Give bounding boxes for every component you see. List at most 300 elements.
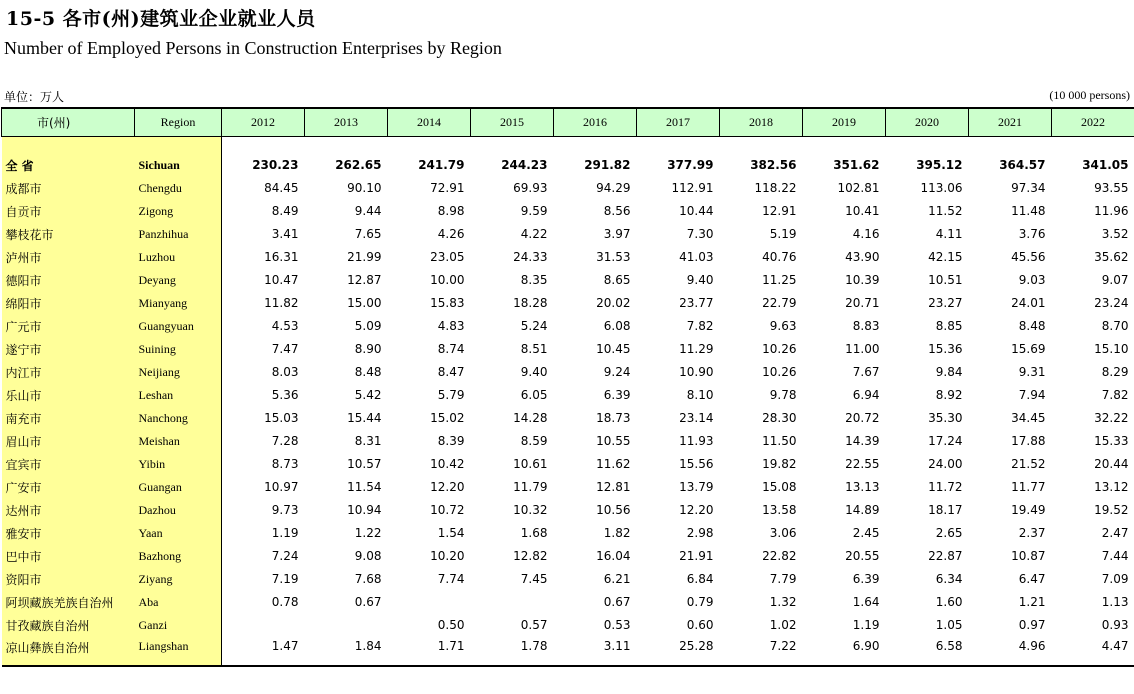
value-cell: 1.21 <box>1018 595 1046 609</box>
value-cell: 41.03 <box>679 250 714 264</box>
column-header-year: 2022 <box>1052 108 1134 136</box>
value-cell: 8.59 <box>520 434 548 448</box>
value-cell: 1.84 <box>305 637 388 666</box>
value-cell: 10.56 <box>596 503 631 517</box>
region-name-zh: 德阳市 <box>2 269 135 292</box>
value-cell: 0.57 <box>520 618 548 632</box>
value-cell: 5.09 <box>354 319 382 333</box>
column-header-year: 2013 <box>305 108 388 136</box>
value-cell: 15.33 <box>1094 434 1129 448</box>
value-cell: 4.11 <box>935 227 963 241</box>
table-row <box>2 499 1134 522</box>
value-cell: 8.03 <box>271 365 299 379</box>
table-row <box>2 338 1134 361</box>
value-cell <box>388 591 471 614</box>
value-cell: 8.98 <box>437 204 465 218</box>
value-cell: 13.12 <box>1094 480 1129 494</box>
region-name-en: Luzhou <box>135 246 222 269</box>
value-cell: 351.62 <box>833 158 880 172</box>
value-cell: 7.82 <box>1101 388 1129 402</box>
table-row <box>2 269 1134 292</box>
region-name-zh: 自贡市 <box>2 200 135 223</box>
value-cell: 10.57 <box>347 457 382 471</box>
value-cell: 11.52 <box>928 204 963 218</box>
value-cell: 90.10 <box>347 181 382 195</box>
region-name-zh: 阿坝藏族羌族自治州 <box>2 591 135 614</box>
column-header-year: 2021 <box>969 108 1052 136</box>
value-cell: 1.19 <box>852 618 880 632</box>
value-cell: 15.02 <box>430 411 465 425</box>
value-cell: 10.20 <box>430 549 465 563</box>
value-cell: 1.13 <box>1101 595 1129 609</box>
total-row <box>2 154 1134 177</box>
page-title-zh: 15-5 各市(州)建筑业企业就业人员 <box>6 8 316 30</box>
region-name-en: Aba <box>135 591 222 614</box>
value-cell: 7.82 <box>686 319 714 333</box>
value-cell <box>471 591 554 614</box>
value-cell: 118.22 <box>754 181 797 195</box>
region-name-en: Yaan <box>135 522 222 545</box>
value-cell: 11.96 <box>1094 204 1129 218</box>
unit-label-zh: 单位：万人 <box>4 90 65 104</box>
value-cell: 18.28 <box>513 296 548 310</box>
value-cell: 2.37 <box>1018 526 1046 540</box>
value-cell: 23.24 <box>1094 296 1129 310</box>
value-cell: 0.78 <box>271 595 299 609</box>
value-cell: 14.39 <box>845 434 880 448</box>
value-cell: 2.45 <box>852 526 880 540</box>
value-cell: 7.47 <box>271 342 299 356</box>
value-cell: 97.34 <box>1011 181 1046 195</box>
value-cell: 20.55 <box>845 549 880 563</box>
employment-table <box>1 107 1134 667</box>
column-header-region: Region <box>135 108 222 136</box>
value-cell: 7.74 <box>437 572 465 586</box>
region-name-en: Sichuan <box>135 154 222 177</box>
value-cell: 22.82 <box>762 549 797 563</box>
value-cell: 22.87 <box>928 549 963 563</box>
table-row <box>2 177 1134 200</box>
value-cell: 9.08 <box>354 549 382 563</box>
table-row <box>2 476 1134 499</box>
value-cell: 8.48 <box>1018 319 1046 333</box>
value-cell: 4.96 <box>969 637 1052 666</box>
value-cell: 10.45 <box>596 342 631 356</box>
value-cell: 11.29 <box>679 342 714 356</box>
value-cell: 9.07 <box>1101 273 1129 287</box>
value-cell: 6.58 <box>886 637 969 666</box>
value-cell: 11.50 <box>762 434 797 448</box>
column-header-year: 2012 <box>222 108 305 136</box>
region-name-zh: 攀枝花市 <box>2 223 135 246</box>
value-cell: 5.42 <box>354 388 382 402</box>
table-row <box>2 591 1134 614</box>
region-name-zh: 眉山市 <box>2 430 135 453</box>
value-cell: 20.71 <box>845 296 880 310</box>
value-cell: 102.81 <box>837 181 880 195</box>
value-cell: 9.63 <box>769 319 797 333</box>
value-cell: 12.20 <box>430 480 465 494</box>
value-cell: 21.52 <box>1011 457 1046 471</box>
value-cell: 0.50 <box>437 618 465 632</box>
value-cell: 11.82 <box>264 296 299 310</box>
value-cell: 5.79 <box>437 388 465 402</box>
value-cell: 10.55 <box>596 434 631 448</box>
value-cell: 18.17 <box>928 503 963 517</box>
value-cell: 10.47 <box>264 273 299 287</box>
value-cell: 1.54 <box>437 526 465 540</box>
value-cell: 3.76 <box>1018 227 1046 241</box>
region-name-en: Nanchong <box>135 407 222 430</box>
column-header-year: 2015 <box>471 108 554 136</box>
value-cell: 8.90 <box>354 342 382 356</box>
value-cell: 8.73 <box>271 457 299 471</box>
region-name-zh: 宜宾市 <box>2 453 135 476</box>
table-row <box>2 430 1134 453</box>
value-cell: 4.53 <box>271 319 299 333</box>
value-cell: 9.73 <box>271 503 299 517</box>
value-cell: 1.32 <box>769 595 797 609</box>
table-row <box>2 200 1134 223</box>
value-cell: 9.03 <box>1018 273 1046 287</box>
value-cell: 10.41 <box>845 204 880 218</box>
region-name-zh: 凉山彝族自治州 <box>2 637 135 666</box>
column-header-year: 2020 <box>886 108 969 136</box>
region-name-en: Liangshan <box>135 637 222 666</box>
value-cell: 1.68 <box>520 526 548 540</box>
region-name-zh: 全 省 <box>2 154 135 177</box>
value-cell: 7.19 <box>271 572 299 586</box>
value-cell: 11.54 <box>347 480 382 494</box>
value-cell: 112.91 <box>671 181 714 195</box>
table-header-row <box>2 108 1134 136</box>
value-cell: 382.56 <box>750 158 797 172</box>
value-cell: 24.33 <box>513 250 548 264</box>
value-cell: 6.90 <box>803 637 886 666</box>
region-name-en: Suining <box>135 338 222 361</box>
value-cell: 20.72 <box>845 411 880 425</box>
value-cell: 23.05 <box>430 250 465 264</box>
table-row <box>2 522 1134 545</box>
value-cell: 3.97 <box>603 227 631 241</box>
value-cell: 84.45 <box>264 181 299 195</box>
value-cell: 0.93 <box>1101 618 1129 632</box>
value-cell: 7.09 <box>1101 572 1129 586</box>
table-row <box>2 384 1134 407</box>
table-row <box>2 361 1134 384</box>
value-cell: 7.30 <box>686 227 714 241</box>
table-row <box>2 637 1134 666</box>
value-cell: 7.24 <box>271 549 299 563</box>
value-cell: 291.82 <box>584 158 631 172</box>
table-row <box>2 453 1134 476</box>
region-name-zh: 遂宁市 <box>2 338 135 361</box>
region-name-zh: 巴中市 <box>2 545 135 568</box>
value-cell: 8.47 <box>437 365 465 379</box>
value-cell: 8.74 <box>437 342 465 356</box>
value-cell: 18.73 <box>596 411 631 425</box>
value-cell: 9.24 <box>603 365 631 379</box>
region-name-en: Guangan <box>135 476 222 499</box>
value-cell: 93.55 <box>1094 181 1129 195</box>
region-name-en: Yibin <box>135 453 222 476</box>
value-cell: 0.79 <box>686 595 714 609</box>
region-name-zh: 广元市 <box>2 315 135 338</box>
value-cell: 20.02 <box>596 296 631 310</box>
region-name-zh: 内江市 <box>2 361 135 384</box>
value-cell: 10.51 <box>928 273 963 287</box>
value-cell: 9.40 <box>520 365 548 379</box>
value-cell: 15.36 <box>928 342 963 356</box>
value-cell: 1.78 <box>471 637 554 666</box>
value-cell: 3.11 <box>554 637 637 666</box>
value-cell: 12.91 <box>762 204 797 218</box>
value-cell: 15.10 <box>1094 342 1129 356</box>
value-cell: 0.67 <box>354 595 382 609</box>
value-cell: 23.14 <box>679 411 714 425</box>
region-name-en: Neijiang <box>135 361 222 384</box>
region-name-zh: 甘孜藏族自治州 <box>2 614 135 637</box>
value-cell: 15.83 <box>430 296 465 310</box>
value-cell: 15.03 <box>264 411 299 425</box>
value-cell: 8.65 <box>603 273 631 287</box>
value-cell: 11.93 <box>679 434 714 448</box>
value-cell: 10.72 <box>430 503 465 517</box>
value-cell: 8.39 <box>437 434 465 448</box>
value-cell: 395.12 <box>916 158 963 172</box>
value-cell: 8.51 <box>520 342 548 356</box>
value-cell: 19.49 <box>1011 503 1046 517</box>
table-row <box>2 292 1134 315</box>
value-cell: 0.67 <box>603 595 631 609</box>
value-cell: 11.77 <box>1011 480 1046 494</box>
table-row <box>2 246 1134 269</box>
column-header-year: 2016 <box>554 108 637 136</box>
value-cell: 364.57 <box>999 158 1046 172</box>
value-cell: 3.52 <box>1101 227 1129 241</box>
value-cell: 6.84 <box>686 572 714 586</box>
value-cell: 230.23 <box>252 158 299 172</box>
value-cell <box>222 614 305 637</box>
value-cell: 31.53 <box>596 250 631 264</box>
value-cell: 7.45 <box>520 572 548 586</box>
region-name-en: Bazhong <box>135 545 222 568</box>
value-cell: 4.83 <box>437 319 465 333</box>
region-name-en: Ziyang <box>135 568 222 591</box>
value-cell: 10.32 <box>513 503 548 517</box>
column-header-city: 市(州) <box>2 108 135 136</box>
region-name-zh: 泸州市 <box>2 246 135 269</box>
value-cell: 16.04 <box>596 549 631 563</box>
column-header-year: 2017 <box>637 108 720 136</box>
value-cell: 8.56 <box>603 204 631 218</box>
value-cell: 6.21 <box>603 572 631 586</box>
value-cell: 1.64 <box>852 595 880 609</box>
value-cell: 12.87 <box>347 273 382 287</box>
value-cell: 10.44 <box>679 204 714 218</box>
value-cell: 10.26 <box>762 342 797 356</box>
column-header-year: 2014 <box>388 108 471 136</box>
column-header-year: 2019 <box>803 108 886 136</box>
page-title-en: Number of Employed Persons in Construction Enterprises by Region <box>4 38 502 58</box>
value-cell: 8.70 <box>1101 319 1129 333</box>
value-cell: 7.44 <box>1101 549 1129 563</box>
value-cell <box>305 614 388 637</box>
region-name-zh: 南充市 <box>2 407 135 430</box>
region-name-zh: 广安市 <box>2 476 135 499</box>
value-cell: 8.48 <box>354 365 382 379</box>
value-cell: 10.97 <box>264 480 299 494</box>
value-cell: 14.28 <box>513 411 548 425</box>
value-cell: 8.92 <box>935 388 963 402</box>
value-cell: 94.29 <box>596 181 631 195</box>
value-cell: 69.93 <box>513 181 548 195</box>
value-cell: 0.60 <box>686 618 714 632</box>
value-cell: 12.20 <box>679 503 714 517</box>
value-cell: 11.25 <box>762 273 797 287</box>
value-cell: 6.08 <box>603 319 631 333</box>
value-cell: 15.08 <box>762 480 797 494</box>
region-name-en: Chengdu <box>135 177 222 200</box>
region-name-zh: 成都市 <box>2 177 135 200</box>
value-cell: 3.06 <box>769 526 797 540</box>
value-cell: 6.34 <box>935 572 963 586</box>
region-name-en: Dazhou <box>135 499 222 522</box>
value-cell: 5.36 <box>271 388 299 402</box>
value-cell: 15.69 <box>1011 342 1046 356</box>
value-cell: 244.23 <box>501 158 548 172</box>
table-row <box>2 614 1134 637</box>
value-cell: 6.39 <box>852 572 880 586</box>
value-cell: 241.79 <box>418 158 465 172</box>
value-cell: 8.31 <box>354 434 382 448</box>
value-cell: 9.59 <box>520 204 548 218</box>
value-cell: 2.65 <box>935 526 963 540</box>
table-row <box>2 568 1134 591</box>
value-cell: 28.30 <box>762 411 797 425</box>
value-cell: 1.05 <box>935 618 963 632</box>
value-cell: 13.79 <box>679 480 714 494</box>
value-cell: 0.53 <box>603 618 631 632</box>
value-cell: 1.47 <box>222 637 305 666</box>
column-header-year: 2018 <box>720 108 803 136</box>
value-cell: 35.62 <box>1094 250 1129 264</box>
value-cell: 17.24 <box>928 434 963 448</box>
value-cell: 7.67 <box>852 365 880 379</box>
value-cell: 16.31 <box>264 250 299 264</box>
value-cell: 3.41 <box>271 227 299 241</box>
value-cell: 4.16 <box>852 227 880 241</box>
value-cell: 11.48 <box>1011 204 1046 218</box>
region-name-zh: 绵阳市 <box>2 292 135 315</box>
value-cell: 22.79 <box>762 296 797 310</box>
value-cell: 34.45 <box>1011 411 1046 425</box>
value-cell: 10.90 <box>679 365 714 379</box>
value-cell: 21.91 <box>679 549 714 563</box>
table-row <box>2 223 1134 246</box>
value-cell: 23.77 <box>679 296 714 310</box>
region-name-zh: 资阳市 <box>2 568 135 591</box>
region-name-en: Ganzi <box>135 614 222 637</box>
value-cell: 9.84 <box>935 365 963 379</box>
value-cell: 1.02 <box>769 618 797 632</box>
value-cell: 9.31 <box>1018 365 1046 379</box>
value-cell: 11.00 <box>845 342 880 356</box>
value-cell: 7.22 <box>720 637 803 666</box>
table-body <box>2 136 1134 666</box>
value-cell: 262.65 <box>335 158 382 172</box>
value-cell: 7.65 <box>354 227 382 241</box>
value-cell: 0.97 <box>1018 618 1046 632</box>
value-cell: 10.26 <box>762 365 797 379</box>
region-name-zh: 雅安市 <box>2 522 135 545</box>
table-row <box>2 315 1134 338</box>
value-cell: 12.82 <box>513 549 548 563</box>
value-cell: 1.82 <box>603 526 631 540</box>
region-name-en: Meishan <box>135 430 222 453</box>
value-cell: 1.60 <box>935 595 963 609</box>
value-cell: 21.99 <box>347 250 382 264</box>
value-cell: 17.88 <box>1011 434 1046 448</box>
value-cell: 7.28 <box>271 434 299 448</box>
region-name-en: Panzhihua <box>135 223 222 246</box>
value-cell: 11.72 <box>928 480 963 494</box>
table-row <box>2 545 1134 568</box>
value-cell: 35.30 <box>928 411 963 425</box>
value-cell: 11.79 <box>513 480 548 494</box>
value-cell: 15.44 <box>347 411 382 425</box>
value-cell: 8.10 <box>686 388 714 402</box>
value-cell: 4.47 <box>1052 637 1134 666</box>
region-name-zh: 乐山市 <box>2 384 135 407</box>
value-cell: 19.82 <box>762 457 797 471</box>
value-cell: 1.22 <box>354 526 382 540</box>
value-cell: 8.49 <box>271 204 299 218</box>
value-cell: 43.90 <box>845 250 880 264</box>
value-cell: 10.87 <box>1011 549 1046 563</box>
region-name-en: Deyang <box>135 269 222 292</box>
value-cell: 11.62 <box>596 457 631 471</box>
value-cell: 5.24 <box>520 319 548 333</box>
value-cell: 341.05 <box>1082 158 1129 172</box>
value-cell: 7.94 <box>1018 388 1046 402</box>
value-cell: 24.01 <box>1011 296 1046 310</box>
value-cell: 10.39 <box>845 273 880 287</box>
value-cell: 113.06 <box>920 181 963 195</box>
value-cell: 10.00 <box>430 273 465 287</box>
value-cell: 72.91 <box>430 181 465 195</box>
value-cell: 32.22 <box>1094 411 1129 425</box>
value-cell: 15.00 <box>347 296 382 310</box>
value-cell: 5.19 <box>769 227 797 241</box>
value-cell: 6.39 <box>603 388 631 402</box>
value-cell: 377.99 <box>667 158 714 172</box>
value-cell: 23.27 <box>928 296 963 310</box>
value-cell: 15.56 <box>679 457 714 471</box>
value-cell: 19.52 <box>1094 503 1129 517</box>
value-cell: 7.68 <box>354 572 382 586</box>
value-cell: 8.35 <box>520 273 548 287</box>
value-cell: 40.76 <box>762 250 797 264</box>
region-name-en: Leshan <box>135 384 222 407</box>
value-cell: 4.26 <box>437 227 465 241</box>
table-row <box>2 407 1134 430</box>
value-cell: 42.15 <box>928 250 963 264</box>
value-cell: 9.78 <box>769 388 797 402</box>
value-cell: 14.89 <box>845 503 880 517</box>
value-cell: 10.61 <box>513 457 548 471</box>
value-cell: 7.79 <box>769 572 797 586</box>
